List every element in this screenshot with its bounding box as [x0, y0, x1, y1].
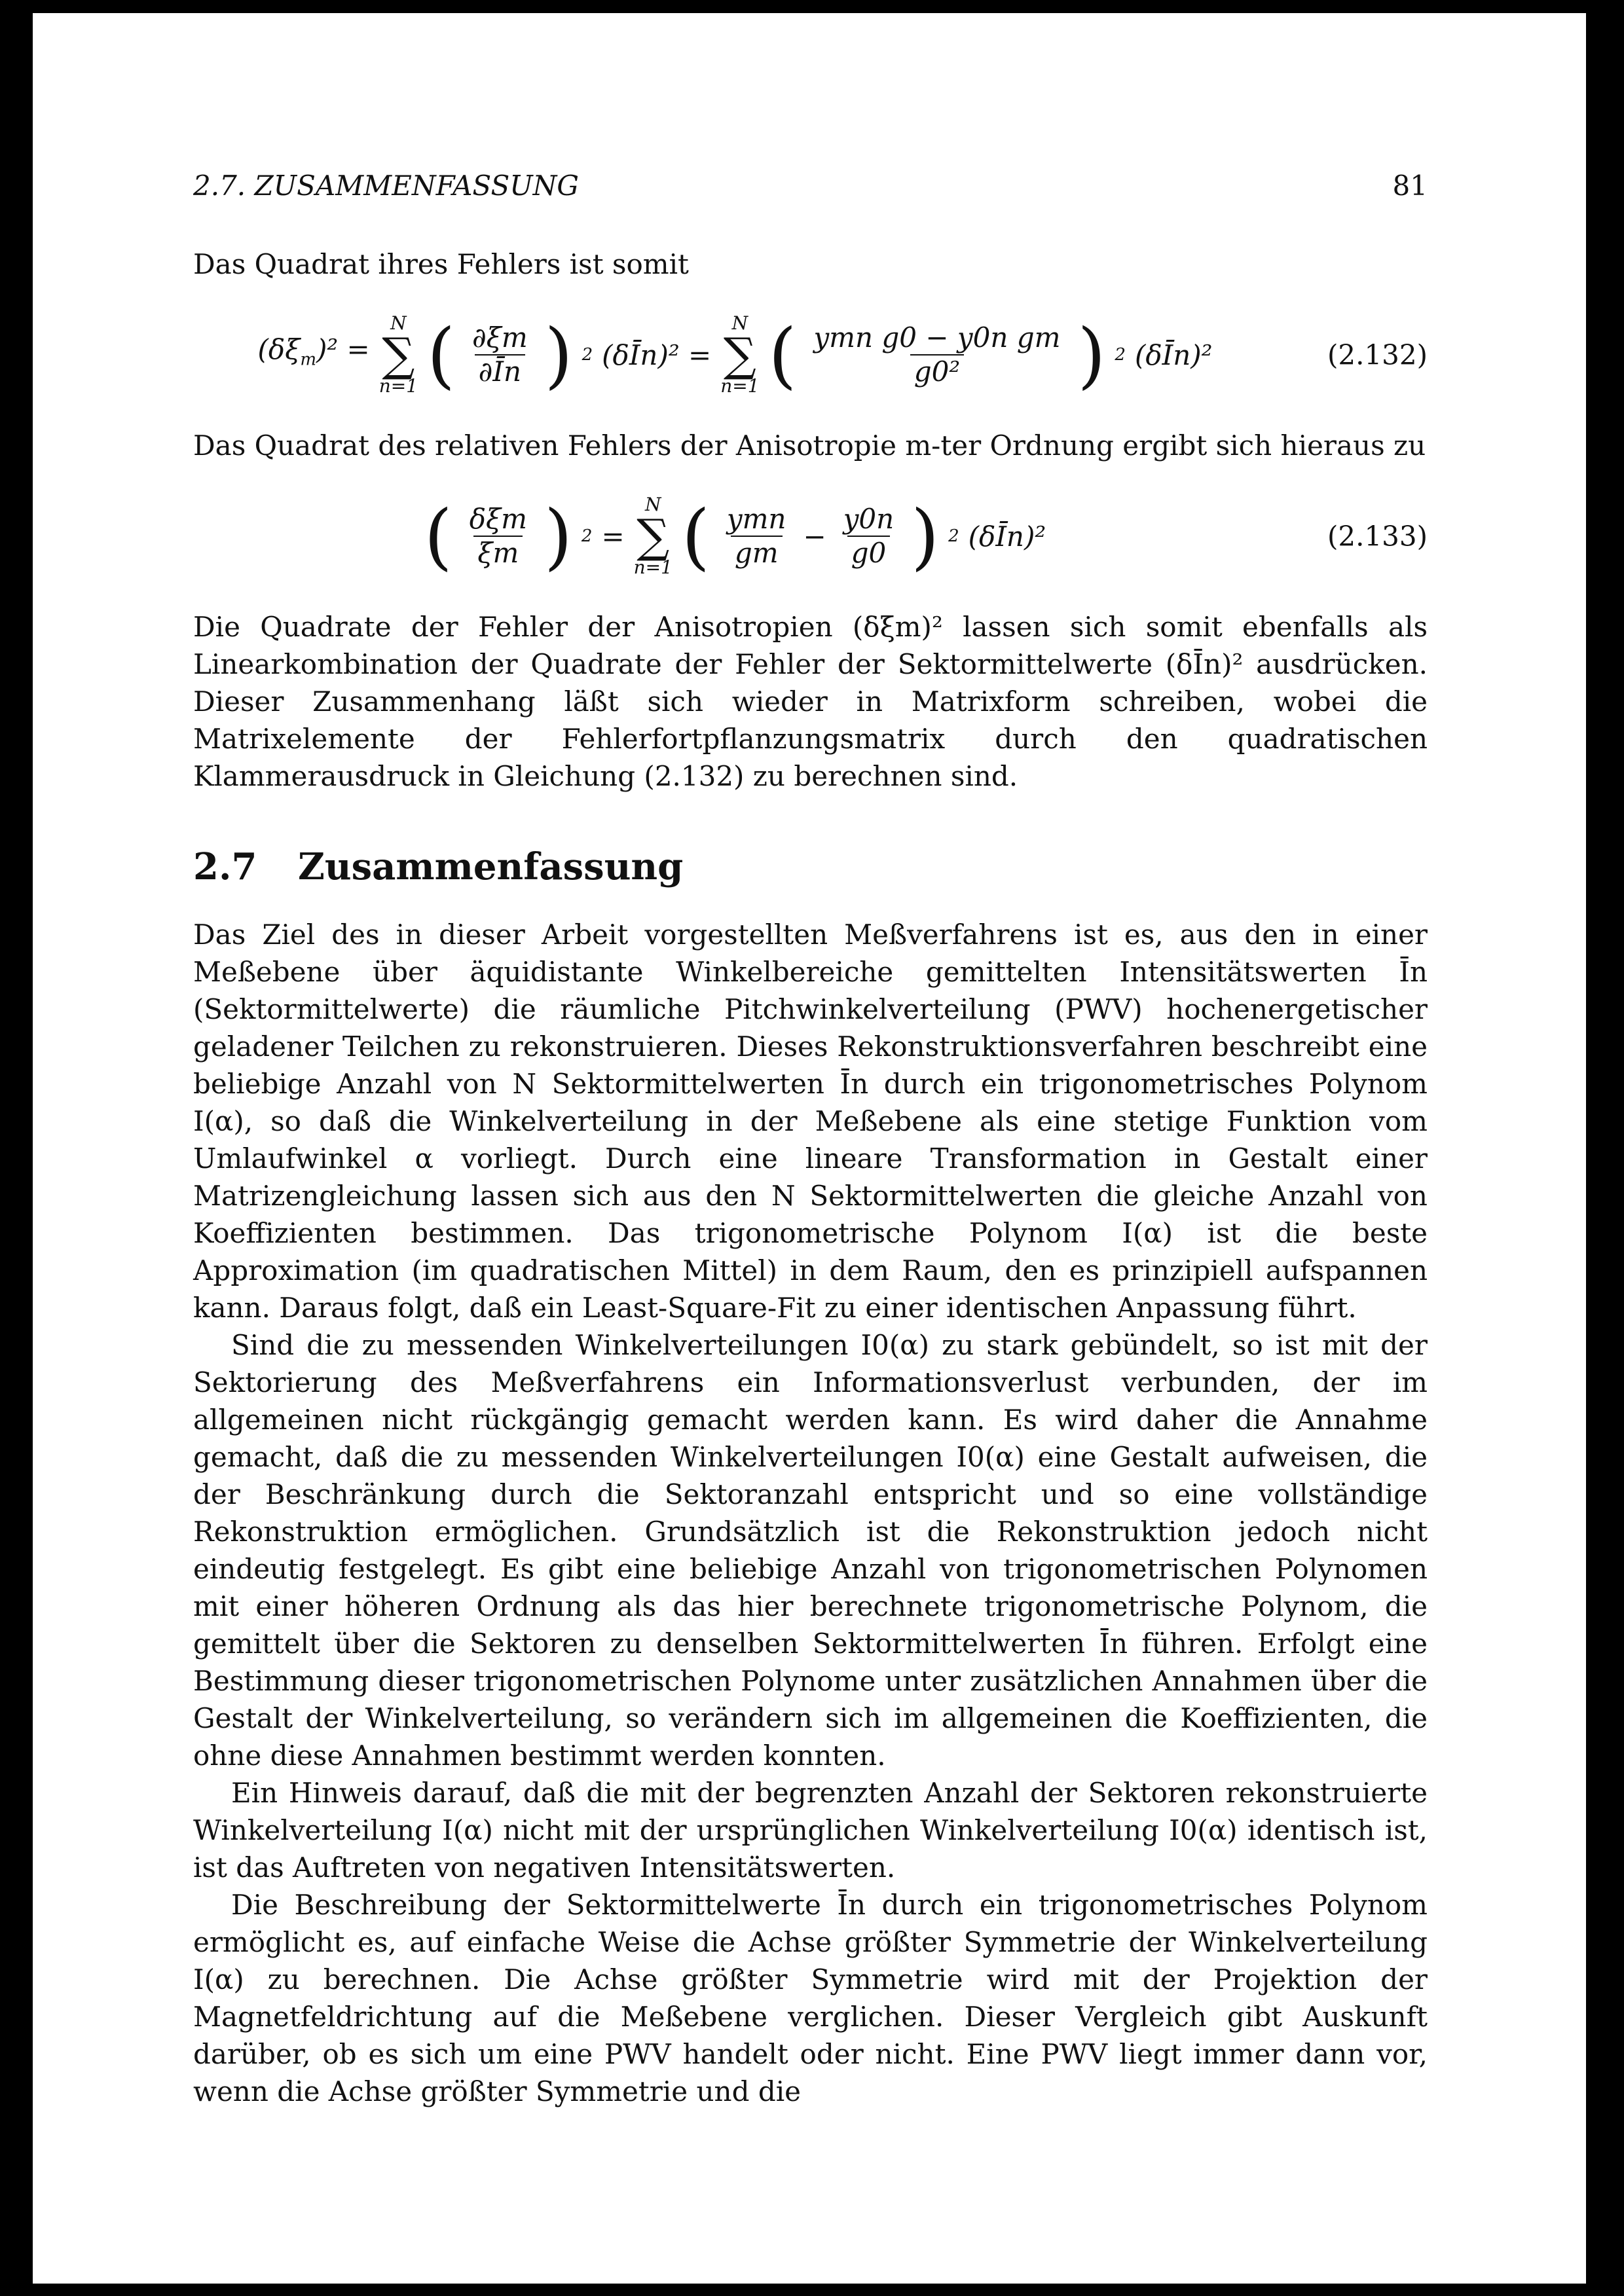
paragraph: Sind die zu messenden Winkelverteilungen I0(α) zu stark gebündelt, so ist mit der Sektorierung des Meßverfahrens ein Informationsverlust verbunden, der im allgemeinen nicht rückgängig gemacht werden kann. Es wird daher die Annahme gemacht, daß die zu messenden Winkelverteilungen I0(α) eine Gestalt aufweisen, die der Beschränkung durch die Sektoranzahl entspricht und so eine vollständige Rekonstruktion ermöglichen. Grundsätzlich ist die Rekonstruktion jedoch nicht eindeutig festgelegt. Es gibt eine beliebige Anzahl von trigonometrischen Polynomen mit einer höheren Ordnung als das hier berechnete trigonometrische Polynom, die gemittelt über die Sektoren zu denselben Sektormittelwerten Īn führen. Erfolgt eine Bestimmung dieser trigonometrischen Polynome unter zusätzlichen Annahmen über die Gestalt der Winkelverteilung, so verändern sich im allgemeinen die Koeffizienten, die ohne diese Annahmen bestimmt werden konnten.	[193, 1329, 1428, 1772]
fraction: $\frac{\text{δξm}}{\xi m}$	[469, 503, 527, 569]
equation-2-132	[193, 309, 1428, 401]
content	[193, 167, 1428, 2110]
eq132-lhs: $(\delta\xi_m)^2$ =	[257, 333, 370, 370]
paragraph: Die Quadrate der Fehler der Anisotropien (δξm)² lassen sich somit ebenfalls als Linearkombination der Quadrate der Fehler der Sektormittelwerte (δĪn)² ausdrücken. Dieser Zusammenhang läßt sich wieder in Matrixform schreiben, wobei die Matrixelemente der Fehlerfortpflanzungsmatrix durch den quadratischen Klammerausdruck in Gleichung (2.132) zu berechnen sind.	[193, 611, 1428, 792]
sum-symbol: N ∑ n=1	[720, 312, 760, 397]
equation-number: (2.133)	[1327, 520, 1428, 553]
equation-2-132-expression: $(\delta\xi_m)^2$ = N ∑ n=1 ( $\frac{\partial\xi m}{\partial Īn}$ ) 2 (δĪn)² = N ∑ n=1 ( $\frac{\text{ymn g0 − y0n gm}}{\text{g0²}}$ ) 2 (δĪn)²	[257, 312, 1213, 397]
paragraph: Die Beschreibung der Sektormittelwerte Īn durch ein trigonometrisches Polynom ermöglicht es, auf einfache Weise die Achse größter Symmetrie der Winkelverteilung I(α) zu berechnen. Die Achse größter Symmetrie wird mit der Projektion der Magnetfeldrichtung auf die Meßebene verglichen. Dieser Vergleich gibt Auskunft darüber, ob es sich um eine PWV handelt oder nicht. Eine PWV liegt immer dann vor, wenn die Achse größter Symmetrie und die	[193, 1889, 1428, 2107]
sum-symbol: N ∑ n=1	[378, 312, 418, 397]
sum-symbol: N ∑ n=1	[633, 494, 673, 578]
eq133-tail: (δĪn)²	[968, 520, 1046, 553]
page-number: 81	[1392, 170, 1428, 202]
fraction: $\frac{\text{ymn}}{gm}$	[726, 503, 786, 569]
paragraph: Ein Hinweis darauf, daß die mit der begrenzten Anzahl der Sektoren rekonstruierte Winkelverteilung I(α) nicht mit der ursprünglichen Winkelverteilung I0(α) identisch ist, ist das Auftreten von negativen Intensitätswerten.	[193, 1777, 1428, 1884]
fraction: $\frac{\partial\xi m}{\partial Īn}$	[471, 321, 528, 388]
running-title: 2.7. ZUSAMMENFASSUNG	[193, 170, 579, 202]
eq132-middle: (δĪn)² =	[602, 338, 712, 371]
paragraph: Das Ziel des in dieser Arbeit vorgestellten Meßverfahrens ist es, aus den in einer Meßebene über äquidistante Winkelbereiche gemittelten Intensitätswerten Īn (Sektormittelwerte) die räumliche Pitchwinkelverteilung (PWV) hochenergetischer geladener Teilchen zu rekonstruieren. Dieses Rekonstruktionsverfahren beschreibt eine beliebige Anzahl von N Sektormittelwerten Īn durch ein trigonometrisches Polynom I(α), so daß die Winkelverteilung in der Meßebene als eine stetige Funktion vom Umlaufwinkel α vorliegt. Durch eine lineare Transformation in Gestalt einer Matrizengleichung lassen sich aus den N Sektormittelwerten die gleiche Anzahl von Koeffizienten bestimmen. Das trigonometrische Polynom I(α) ist die beste Approximation (im quadratischen Mittel) in dem Raum, den es prinzipiell aufspannen kann. Daraus folgt, daß ein Least-Square-Fit zu einer identischen Anpassung führt.	[193, 919, 1428, 1324]
equation-2-133-expression: ( $\frac{\text{δξm}}{\xi m}$ ) 2 = N ∑ n=1 ( $\frac{\text{ymn}}{gm}$ − $\frac{y0n}{g0}$ ) 2 (δĪn)²	[424, 494, 1046, 578]
page	[33, 13, 1586, 2284]
eq132-tail: (δĪn)²	[1134, 338, 1213, 371]
running-header	[193, 167, 1428, 206]
equation-2-133	[193, 490, 1428, 582]
paragraph: Das Quadrat des relativen Fehlers der Anisotropie m-ter Ordnung ergibt sich hieraus zu	[193, 429, 1426, 462]
section-title: Zusammenfassung	[298, 845, 684, 888]
section-number: 2.7	[193, 845, 257, 888]
section-heading	[193, 844, 1428, 890]
equation-number: (2.132)	[1327, 338, 1428, 371]
intro-text: Das Quadrat ihres Fehlers ist somit	[193, 248, 689, 280]
fraction: $\frac{y0n}{g0}$	[843, 503, 895, 569]
fraction: $\frac{\text{ymn g0 − y0n gm}}{\text{g0²}}$	[813, 321, 1061, 388]
